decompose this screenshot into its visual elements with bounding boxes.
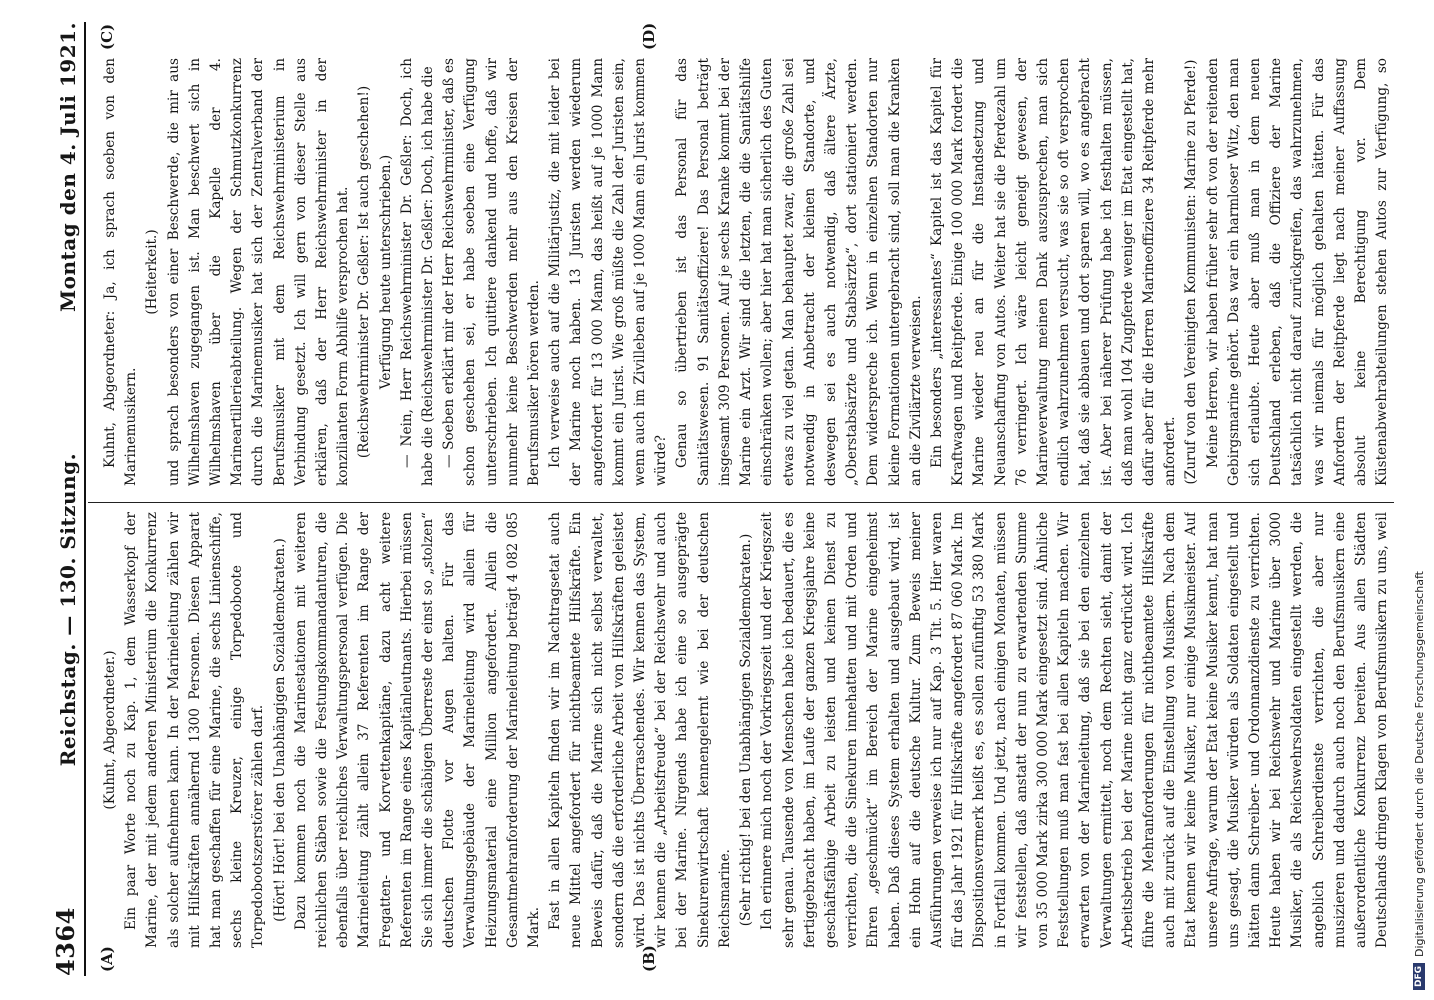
- paragraph: — Soeben erklärt mir der Herr Reichswehrminister, daß es schon geschehen sei, er habe soeben eine Verfügung unterschrieben. Ich quittiere dankend und hoffe, daß wir nunmehr keine Beschwerden mehr aus den Kreisen der Berufsmusiker hören werden.: [441, 58, 543, 486]
- interjection: Verfügung heute unterschrieben.): [377, 154, 394, 390]
- paragraph: Meine Herren, wir haben früher sehr oft von der reitenden Gebirgsmarine gehört. Das war ein harmloser Witz, den man sich erlaubte. Heute aber muß man in dem neuen Deutschland erleben, daß die Offiziere der Marine tatsächlich nicht darauf zurückgreifen, das wahrzunehmen, was wir niemals für möglich gehalten hätten. Für das Anfordern der Reitpferde liegt nach meiner Auffassung absolut keine Berechtigung vor. Dem Küstenabwehrabteilungen stehen Autos zur Verfügung, so: [1204, 58, 1391, 486]
- page-header: [46, 22, 86, 976]
- dfg-logo: DFG: [1413, 963, 1425, 990]
- paragraph: Kuhnt, Abgeordneter: Ja, ich sprach soeben von den Marinemusikern.: [102, 58, 140, 486]
- interjection: (Heiterkeit.): [144, 229, 161, 315]
- session-date: Montag den 4. Juli 1921.: [56, 22, 80, 313]
- margin-mark-d: (D): [640, 22, 658, 50]
- paragraph: Ein paar Worte noch zu Kap. 1, dem Wasserkopf der Marine, der mit jedem anderen Ministerium die Konkurrenz als solcher aufnehmen kann. In der Marineleitung zählen wir mit Hilfskräften annähernd 1300 Personen. Diesen Apparat hat man geschaffen für eine Marine, die sechs Linienschiffe, sechs kleine Kreuzer, einige Torpedoboote und Torpedobootszerstörer zählen darf.: [123, 512, 267, 948]
- paragraph: Genau so übertrieben ist das Personal für das Sanitätswesen. 91 Sanitätsoffiziere! Das Personal beträgt insgesamt 309 Personen. Auf je sechs Kranke kommt bei der Marine ein Arzt. Wir sind die letzten, die die Sanitätshilfe einschränken wollen; aber hier hat man sicherlich des Guten etwas zu viel getan. Man behauptet zwar, die große Zahl sei notwendig in Anbetracht der kleinen Standorte, und deswegen sei es auch notwendig, daß ältere Ärzte, „Oberstabsärzte und Stabsärzte“, dort stationiert werden. Dem widerspreche ich. Wenn in einzelnen Standorten nur kleine Formationen untergebracht sind, soll man die Kranken an die Zivilärzte verweisen.: [674, 58, 924, 486]
- margin-mark-a: (A): [98, 946, 116, 972]
- page-number: 4364: [51, 907, 80, 976]
- digitization-footer: [1408, 30, 1430, 990]
- interjection: (Reichswehrminister Dr. Geßler: Ist auch geschehen!): [356, 85, 373, 459]
- paragraph: Ein besonders „interessantes“ Kapitel ist das Kapitel für Kraftwagen und Reitpferde. Einige 100 000 Mark fordert die Marine wieder neu an für die Instandsetzung und Neuanschaffung von Autos. Weiter hat sie die Pferdezahl um 76 verringert. Ich wäre leicht geneigt gewesen, der Marineverwaltung meinen Dank auszusprechen, man sich endlich wahrzunehmen versucht, was sie so oft versprochen hat, daß sie abbauen und dort sparen will, wo es angebracht ist. Aber bei näherer Prüfung habe ich festhalten müssen, daß man wohl 104 Zugpferde weniger im Etat eingestellt hat, dafür aber für die Herren Marineoffiziere 34 Reitpferde mehr anfordert.: [928, 58, 1179, 486]
- interjection: (Sehr richtig! bei den Unabhängigen Sozialdemokraten.): [738, 533, 755, 927]
- interjection: (Zuruf von den Vereinigten Kommunisten: Marine zu Pferde!): [1183, 59, 1200, 485]
- interjection: — Nein, Herr Reichswehrminister Dr. Geßler: Doch, ich habe die (Reichswehrminister Dr. Geßler: Doch, ich habe die: [398, 58, 437, 486]
- session-title: Reichstag. — 130. Sitzung.: [56, 452, 80, 767]
- funding-note: Digitalisierung gefördert durch die Deutsche Forschungsgemeinschaft: [1412, 571, 1426, 957]
- paragraph: Dazu kommen noch die Marinestationen mit weiteren reichlichen Stäben sowie die Festungskommandanturen, die ebenfalls über reichliches Verwaltungspersonal verfügen. Die Marineleitung zählt allein 37 Referenten im Range der Fregatten- und Korvettenkapitäne, dazu acht weitere Referenten im Range eines Kapitänleutnants. Hierbei müssen Sie sich immer die schäbigen Überreste der einst so „stolzen“ deutschen Flotte vor Augen halten. Für das Verwaltungsgebäude der Marineleitung wird allein für Heizungsmaterial eine Million angefordert. Allein die Gesamtmehranforderung der Marineleitung beträgt 4 082 085 Mark.: [292, 512, 543, 948]
- margin-mark-b: (B): [640, 945, 658, 972]
- speaker-note: (Kuhnt, Abgeordneter.): [102, 650, 118, 810]
- paragraph: Fast in allen Kapiteln finden wir im Nachtragsetat auch neue Mittel angefordert für nichtbeamtete Hilfskräfte. Ein Beweis dafür, daß die Marine sich nicht selbst verwaltet, sondern daß die erforderliche Arbeit von Hilfskräften geleistet wird. Das ist nichts Überraschendes. Wir kennen das System, wir kennen die „Arbeitsfreude“ bei der Reichswehr und auch bei der Marine. Nirgends habe ich eine so ausgeprägte Sinekurenwirtschaft kennengelernt wie bei der deutschen Reichsmarine.: [547, 512, 733, 948]
- right-text-column: [100, 58, 1394, 486]
- paragraph: und sprach besonders von einer Beschwerde, die mir aus Wilhelmshaven zugegangen ist. Man beschwert sich in Wilhelmshaven über die Kapelle der 4. Marineartillerieabteilung. Wegen der Schmutzkonkurrenz durch die Marinemusiker hat sich der Zentralverband der Berufsmusiker mit dem Reichswehrministerium in Verbindung gesetzt. Ich will gern von dieser Stelle aus erklären, daß der Herr Reichswehrminister in der konzilianten Form Abhilfe versprochen hat.: [165, 58, 352, 486]
- interjection: (Hört! Hört! bei den Unabhängigen Sozialdemokraten.): [271, 538, 288, 922]
- margin-mark-c: (C): [98, 23, 116, 50]
- paragraph: Ich erinnere mich noch der Vorkriegszeit und der Kriegszeit sehr genau. Tausende von Menschen habe ich bedauert, die es fertiggebracht haben, im Laufe der ganzen Kriegsjahre keine geschäftsfähige Arbeit zu leisten und keinen Dienst zu verrichten, die die Sinekuren innehatten und mit Orden und Ehren „geschmückt“ im Bereich der Marine eingeheimst haben. Daß dieses System erhalten und ausgebaut wird, ist ein Hohn auf die deutsche Kultur. Zum Beweis meiner Ausführungen verweise ich nur auf Kap. 3 Tit. 5. Hier waren für das Jahr 1921 für Hilfskräfte angefordert 87 060 Mark. Im Dispositionsvermerk heißt es, es sollen zufünftig 53 380 Mark in Fortfall kommen. Und jetzt, nach einigen Monaten, müssen wir feststellen, daß anstatt der nun zu erwartenden Summe von 35 000 Mark zirka 300 000 Mark eingesetzt sind. Ähnliche Feststellungen muß man fast bei allen Kapiteln machen. Wir erwarten von der Marineleitung, daß sie bei den einzelnen Verwaltungen ermittelt, noch dem Rechten sieht, damit der Arbeitsbetrieb bei der Marine nicht ganz erdrückt wird. Ich führe die Mehranforderungen für nichtbeamtete Hilfskräfte auch mit zurück auf die Einstellung von Musikern. Nach dem Etat kennen wir keine Musiker, nur einige Musikmeister. Auf unsere Anfrage, warum der Etat keine Musiker kennt, hat man uns gesagt, die Musiker würden als Soldaten eingestellt und hätten dann Schreiber- und Ordonnanzdienste zu verrichten. Heute haben wir bei Reichswehr und Marine über 3000 Musiker, die als Reichswehrsoldaten eingestellt werden, die angeblich Schreiberdienste verrichten, die aber nur musizieren und dadurch auch noch den Berufsmusikern eine außerordentliche Konkurrenz bereiten. Aus allen Städten Deutschlands dringen Klagen von Berufsmusikern zu uns, weil: [759, 512, 1391, 948]
- left-text-column: [100, 512, 1394, 948]
- paragraph: Ich verweise auch auf die Militärjustiz, die mit leider bei der Marine noch haben. 13 Juristen werden wiederum angefordert für 13 000 Mann, das heißt auf je 1000 Mann kommt ein Jurist. Wie groß müßte die Zahl der Juristen sein, wenn auch im Zivilleben auf je 1000 Mann ein Jurist kommen würde?: [547, 58, 670, 486]
- column-divider: [88, 502, 1394, 503]
